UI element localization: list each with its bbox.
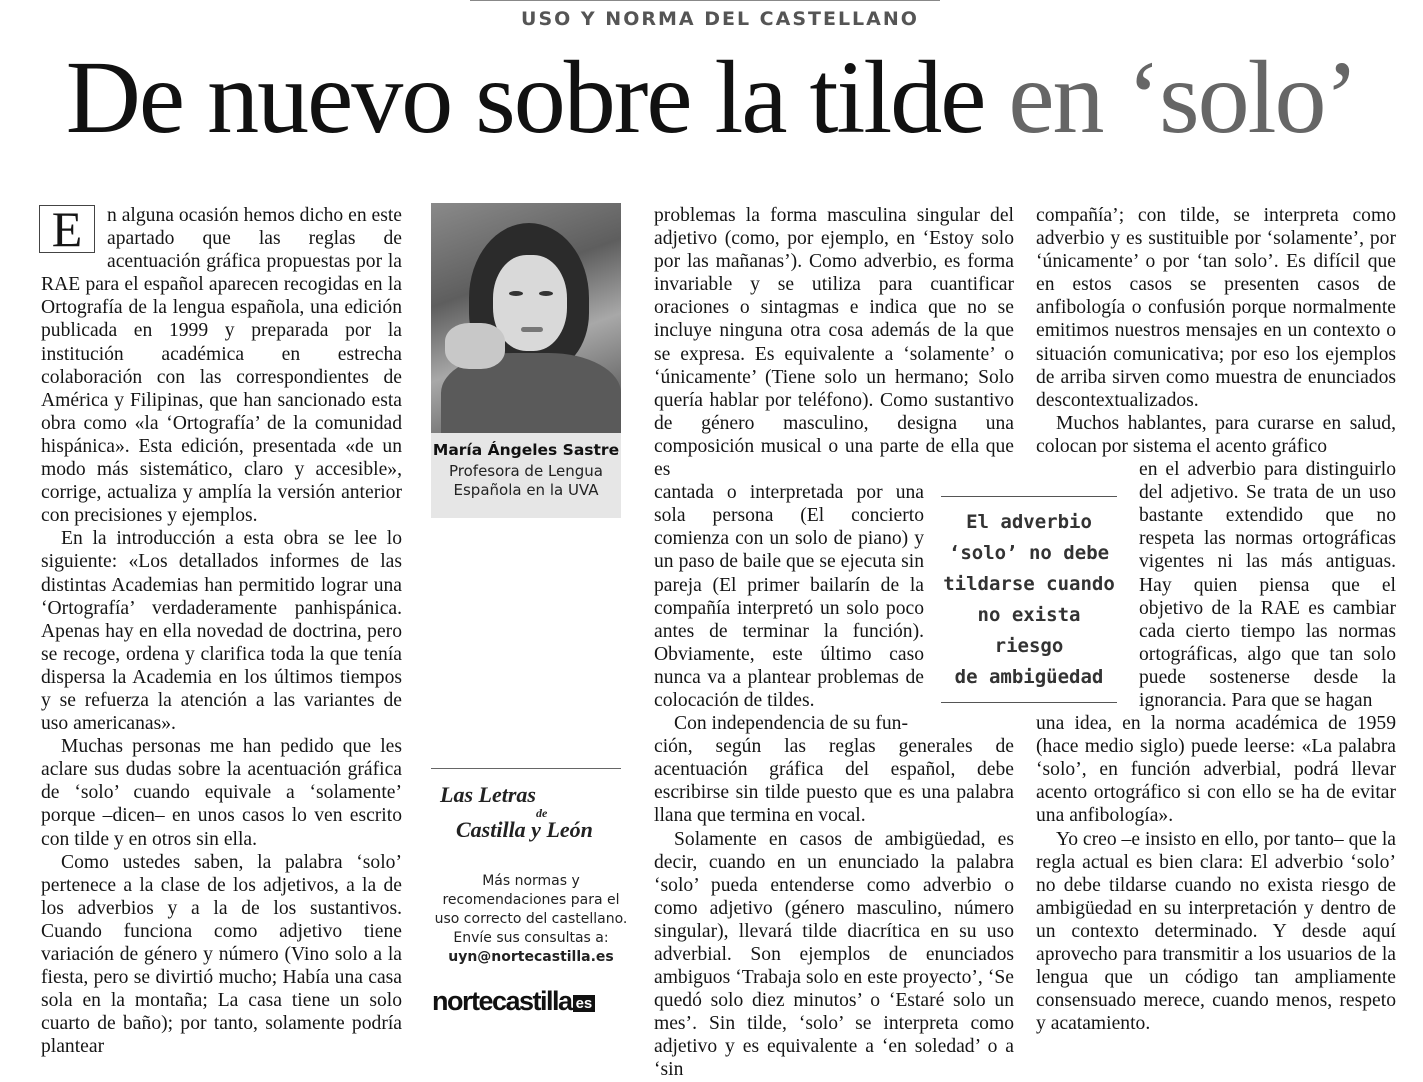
- contact-line: Más normas y: [482, 873, 580, 889]
- logo-main: nortecastilla: [432, 986, 572, 1016]
- author-role-line: Española en la UVA: [453, 481, 599, 499]
- letters-line: Castilla y León: [456, 817, 593, 842]
- contact-line: Envíe sus consultas a:: [453, 930, 609, 946]
- author-role: [431, 462, 621, 500]
- paragraph: Muchos hablantes, para curarse en salud, colocan por sistema el acento gráfico: [1036, 412, 1396, 457]
- paragraph: Muchas personas me han pedido que les aclare sus dudas sobre la acentuación gráfica de ‘solo’ cuando equivale a ‘solamente’ porque –dicen– en unos casos lo ven escrito con tilde y en otros sin ella.: [41, 736, 402, 850]
- author-name: María Ángeles Sastre: [432, 441, 620, 459]
- letters-line: de: [536, 806, 548, 820]
- photo-eye: [509, 291, 523, 296]
- paragraph: compañía’; con tilde, se interpreta como adverbio y es sustituible por ‘solamente’, por ‘únicamente’ o por ‘tan solo’. Es difícil que en estos casos se presenten casos de anfibología o confusión porque normalmente emitimos nuestros mensajes en un contexto o situación comunicativa; por eso los ejemplos de arriba sirven como muestra de enunciados descontextualizados.: [1036, 205, 1396, 411]
- paragraph: Solamente en casos de ambigüedad, es decir, cuando en un enunciado la palabra ‘solo’ pueda entenderse como adverbio o como adjetivo (género masculino, número singular), llevará tilde diacrítica en su uso adverbial. Son ejemplos de enunciados ambiguos ‘Trabaja solo en este proyecto’, ‘Se quedó solo diez minutos’ o ‘Estaré solo un mes’. Sin tilde, ‘solo’ se interpreta como adjetivo y es equivalente a ‘en soledad’ o a ‘sin: [654, 828, 1014, 1081]
- photo-eye: [539, 291, 553, 296]
- paragraph: Como ustedes saben, la palabra ‘solo’ pertenece a la clase de los adjetivos, a la de los adverbios y a la de los sustantivos. Cuando funciona como adjetivo tiene variación de género y número (Vino solo a la fiesta, pero se divirtió mucho; Había una casa sola en la montaña; La casa tiene un solo cuarto de baño); por tanto, solamente podría plantear: [41, 851, 402, 1058]
- author-role-line: Profesora de Lengua: [449, 462, 603, 480]
- paragraph: cantada o interpretada por una sola persona (El concierto comienza con un solo de piano) y un paso de baile que se ejecuta sin pareja (El primer bailarín de la compañía interpretó un solo poco antes de terminar la función). Obviamente, este último caso nunca va a plantear problemas de colocación de tildes.: [654, 482, 924, 711]
- contact-line: recomendaciones para el: [442, 892, 620, 908]
- pull-quote-line: de ambigüedad: [954, 666, 1104, 688]
- author-photo: [431, 203, 621, 433]
- contact-email-link[interactable]: uyn@nortecastilla.es: [448, 949, 614, 965]
- letters-line: Las Letras: [440, 782, 536, 807]
- drop-cap: E: [39, 205, 95, 253]
- paragraph: Con independencia de su fun-: [674, 713, 908, 735]
- article-column-1: [41, 201, 402, 1058]
- paragraph: En la introducción a esta obra se lee lo siguiente: «Los detallados informes de las distintas Academias han permitido lograr una ‘Ortografía’ verdaderamente panhispánica. Apenas hay en ella novedad de doctrina, pero se recoge, ordena y clarifica toda la que tenía dispersa la Academia en los últimos tiempos y se refuerza la atención a las variantes de uso americanas».: [41, 528, 402, 735]
- contact-info: [431, 872, 631, 967]
- section-label: USO Y NORMA DEL CASTELLANO: [521, 8, 919, 30]
- headline: [0, 38, 1423, 158]
- logo-suffix: es: [573, 995, 596, 1012]
- paragraph: una idea, en la norma académica de 1959 (hace medio siglo) puede leerse: «La palabra ‘solo’, en función adverbial, podrá llevar acento ortográfico si con ello se ha de evitar una anfibología».: [1036, 713, 1396, 827]
- paragraph: Yo creo –e insisto en ello, por tanto– que la regla actual es bien clara: El adverbio ‘solo’ no debe tildarse cuando no exista riesgo de ambigüedad en su interpretación y dentro de un contexto determinado. Y desde aquí aprovecho para transmitir a los usuarios de la lengua que un código tan ampliamente consensuado merece, cuando menos, respeto y acatamiento.: [1036, 828, 1396, 1035]
- contact-line: uso correcto del castellano.: [434, 911, 628, 927]
- article-column-4: [1036, 204, 1396, 1035]
- headline-light: en ‘solo’: [1008, 40, 1358, 155]
- photo-mouth: [521, 327, 543, 332]
- paragraph: [41, 201, 402, 527]
- paragraph-text: n alguna ocasión hemos dicho en este apartado que las reglas de acentuación gráfica propuestas por la RAE para el español aparecen recogidas en la Ortografía de la lengua española, una edición publicada en 1999 y preparada por la institución académica en estrecha colaboración con las correspondientes de América y Filipinas, que han sancionado esta obra como «la ‘Ortografía’ de la comunidad hispánica». Esta edición, presentada «de un modo más sistemático, claro y accesible», corrige, actualiza y amplía la versión anterior con precisiones y ejemplos.: [41, 205, 402, 527]
- pull-quote-line: ‘solo’ no debe: [948, 542, 1110, 564]
- las-letras-logo: [440, 782, 620, 843]
- pull-quote-line: no exista riesgo: [977, 604, 1081, 657]
- paragraph: problemas la forma masculina singular del adjetivo (como, por ejemplo, en ‘Estoy solo por las mañanas’). Como adverbio, es forma invariable y se utiliza para cuantificar oraciones o sintagmas e indica que no se incluye ninguna otra cosa además de la que se expresa. Es equivalente a ‘solamente’ o ‘únicamente’ (Tiene solo un hermano; Solo quería hablar por teléfono). Como sustantivo de género masculino, designa una composición musical o una parte de ella que es: [654, 205, 1014, 481]
- pull-quote-line: El adverbio: [966, 511, 1092, 533]
- nortecastilla-logo: [432, 986, 626, 1016]
- top-rule: [470, 0, 940, 1]
- sidebar-rule: [431, 768, 621, 769]
- paragraph: en el adverbio para distinguirlo del adjetivo. Se trata de un uso bastante extendido que no respeta las normas ortográficas vigentes ni las más antiguas. Hay quien piensa que el objetivo de la RAE es cambiar cada cierto tiempo las normas ortográficas, algo que tan solo puede sostenerse desde la ignorancia. Para que se hagan: [1139, 459, 1396, 711]
- author-byline: [431, 433, 621, 518]
- pull-quote-line: tildarse cuando: [943, 573, 1115, 595]
- photo-hand: [445, 323, 505, 369]
- headline-main: De nuevo sobre la tilde: [65, 40, 985, 155]
- paragraph: ción, según las reglas generales de acentuación gráfica del español, debe escribirse sin tilde puesto que es una palabra llana que termina en vocal.: [654, 736, 1014, 827]
